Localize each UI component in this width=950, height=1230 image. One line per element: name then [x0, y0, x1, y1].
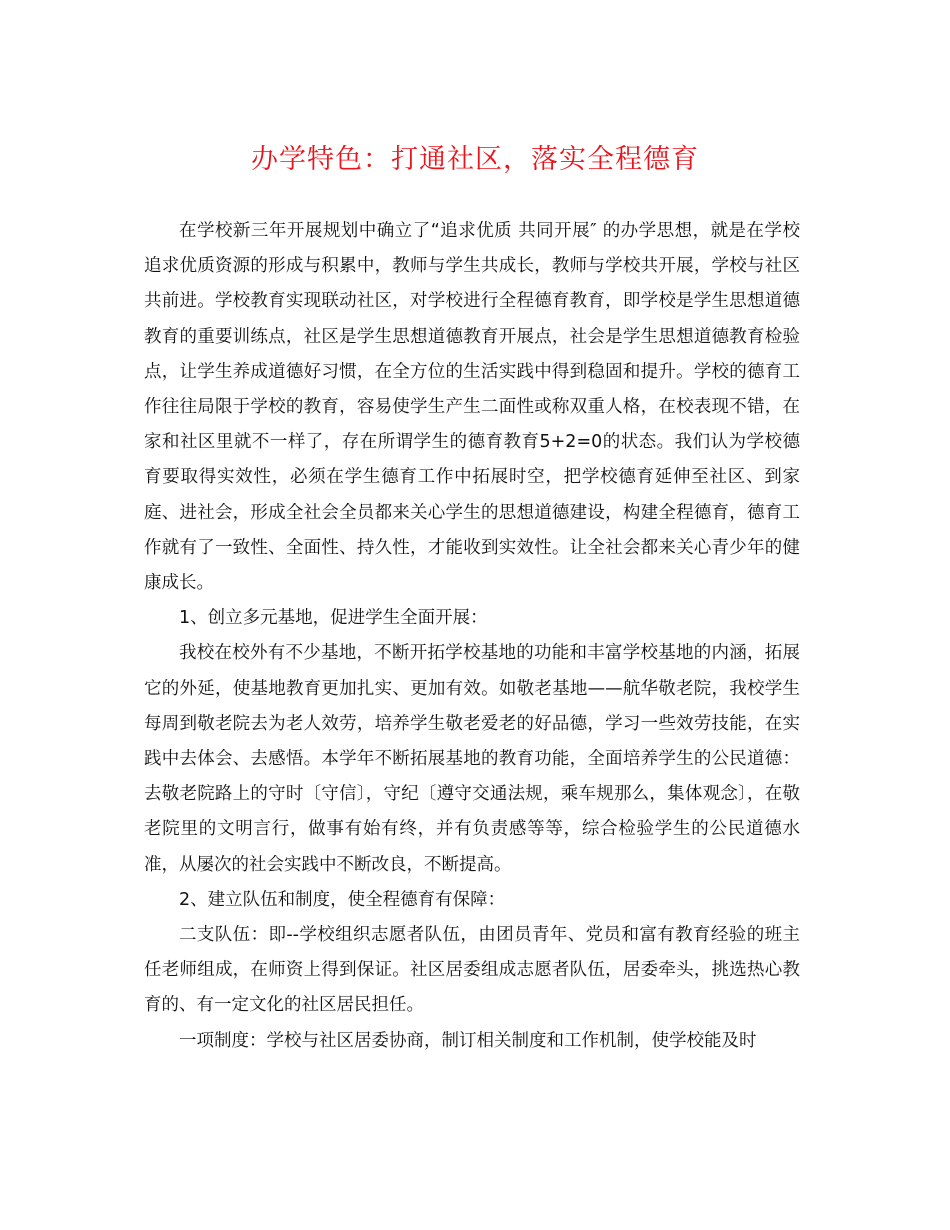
paragraph-intro: 在学校新三年开展规划中确立了“追求优质 共同开展″ 的办学思想，就是在学校追求优质资源的形成与积累中，教师与学生共成长，教师与学校共开展，学校与社区共前进。学校教育实现联动社区，对学校进行全程德育教育，即学校是学生思想道德教育的重要训练点，社区是学生思想道德教育开展点，社会是学生思想道德教育检验点，让学生养成道德好习惯，在全方位的生活实践中得到稳固和提升。学校的德育工作往往局限于学校的教育，容易使学生产生二面性或称双重人格，在校表现不错，在家和社区里就不一样了，存在所谓学生的德育教育5+2=0的状态。我们认为学校德育要取得实效性，必须在学生德育工作中拓展时空，把学校德育延伸至社区、到家庭、进社会，形成全社会全员都来关心学生的思想道德建设，构建全程德育，德育工作就有了一致性、全面性、持久性，才能收到实效性。让全社会都来关心青少年的健康成长。 — [144, 221, 800, 594]
paragraph-bases: 我校在校外有不少基地，不断开拓学校基地的功能和丰富学校基地的内涵，拓展它的外延，使基地教育更加扎实、更加有效。如敬老基地——航华敬老院，我校学生每周到敬老院去为老人效劳，培养学生敬老爱老的好品德，学习一些效劳技能，在实践中去体会、去感悟。本学年不断拓展基地的教育功能，全面培养学生的公民道德：去敬老院路上的守时〔守信〕，守纪〔遵守交通法规，乘车规那么，集体观念〕，在敬老院里的文明言行，做事有始有终，并有负责感等等，综合检验学生的公民道德水准，从屡次的社会实践中不断改良，不断提高。 — [144, 643, 800, 875]
paragraph-system: 一项制度：学校与社区居委协商，制订相关制度和工作机制，使学校能及时 — [179, 1030, 757, 1051]
document-body — [144, 214, 800, 1059]
section-heading-1: 1、创立多元基地，促进学生全面开展： — [179, 608, 488, 629]
paragraph-teams: 二支队伍：即--学校组织志愿者队伍，由团员青年、党员和富有教育经验的班主任老师组成，在师资上得到保证。社区居委组成志愿者队伍，居委牵头，挑选热心教育的、有一定文化的社区居民担任。 — [144, 925, 800, 1016]
document-title: 办学特色：打通社区，落实全程德育 — [251, 144, 699, 175]
section-heading-2: 2、建立队伍和制度，使全程德育有保障： — [179, 889, 506, 910]
